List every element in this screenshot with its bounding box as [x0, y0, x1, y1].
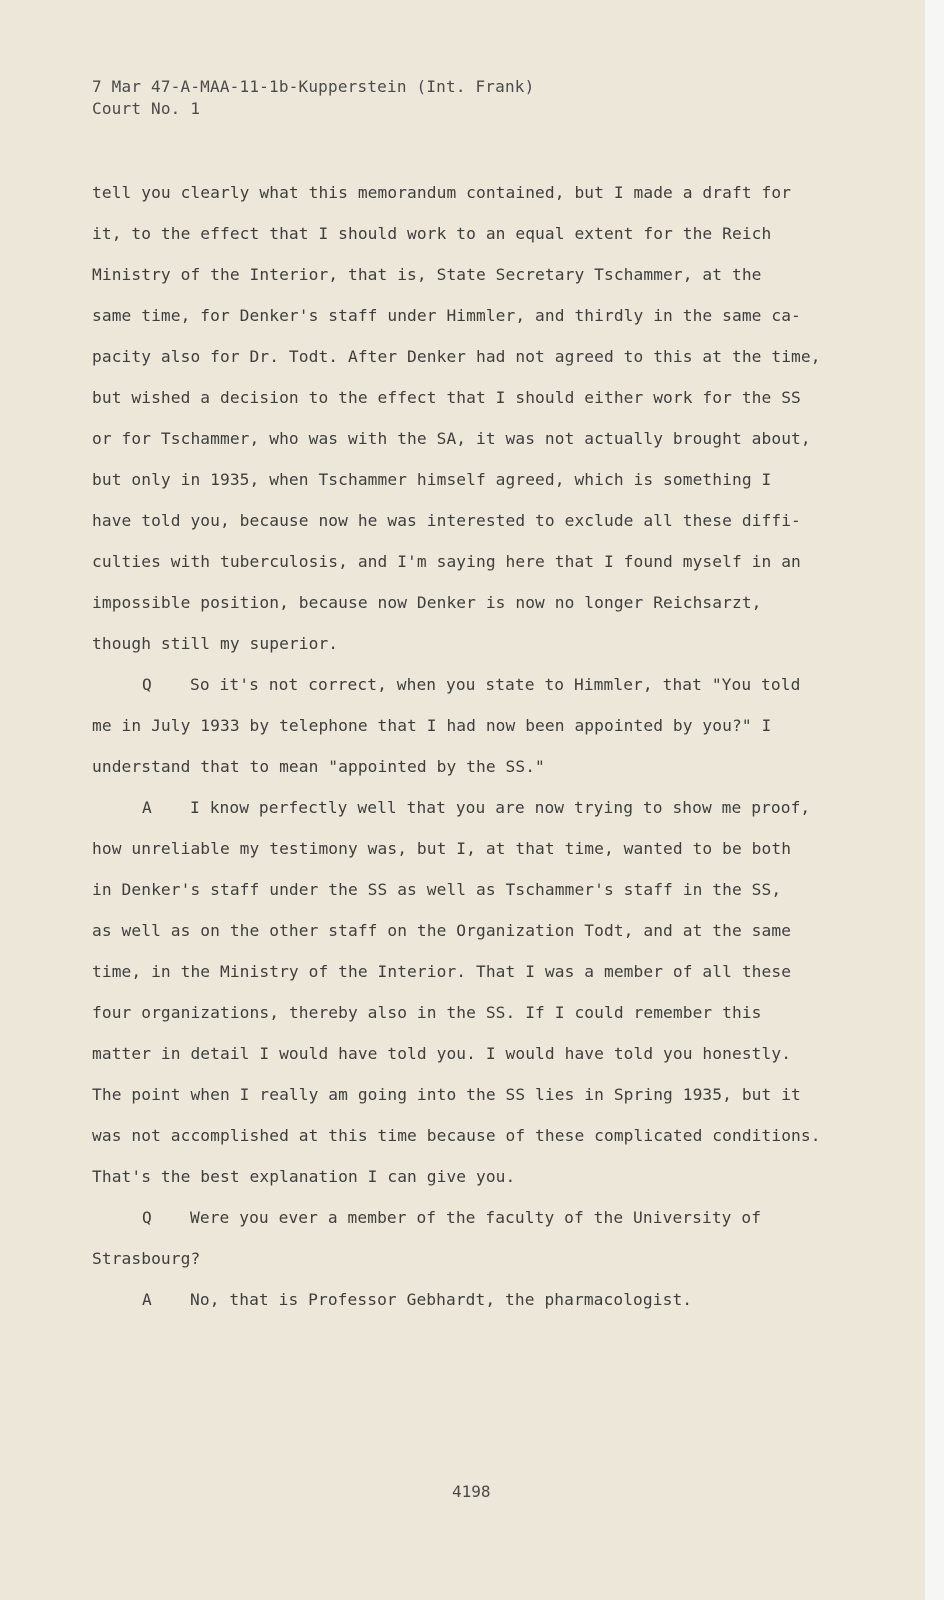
transcript-line	[92, 787, 852, 828]
transcript-line	[92, 746, 852, 787]
transcript-line	[92, 582, 852, 623]
question-marker: Q	[142, 675, 152, 694]
line-text: That's the best explanation I can give you.	[92, 1167, 516, 1186]
page-number: 4198	[452, 1482, 491, 1501]
transcript-line	[92, 869, 852, 910]
transcript-line	[92, 951, 852, 992]
line-text: time, in the Ministry of the Interior. That I was a member of all these	[92, 962, 792, 981]
header-reference: 7 Mar 47-A-MAA-11-1b-Kupperstein (Int. Frank)	[92, 77, 535, 96]
header-court: Court No. 1	[92, 99, 201, 118]
line-text: how unreliable my testimony was, but I, at that time, wanted to be both	[92, 839, 792, 858]
transcript-line	[92, 1074, 852, 1115]
line-text: Ministry of the Interior, that is, State Secretary Tschammer, at the	[92, 265, 762, 284]
transcript-line	[92, 254, 852, 295]
line-text: The point when I really am going into the SS lies in Spring 1935, but it	[92, 1085, 801, 1104]
line-text: matter in detail I would have told you. I would have told you honestly.	[92, 1044, 792, 1063]
line-text: have told you, because now he was interested to exclude all these diffi-	[92, 511, 801, 530]
answer-marker: A	[142, 1290, 152, 1309]
transcript-line	[92, 1279, 852, 1320]
transcript-line	[92, 623, 852, 664]
question-marker: Q	[142, 1208, 152, 1227]
line-text: I know perfectly well that you are now trying to show me proof,	[190, 798, 811, 817]
line-text: but only in 1935, when Tschammer himself agreed, which is something I	[92, 470, 772, 489]
transcript-line	[92, 664, 852, 705]
line-text: as well as on the other staff on the Organization Todt, and at the same	[92, 921, 792, 940]
line-text: Strasbourg?	[92, 1249, 201, 1268]
line-text: me in July 1933 by telephone that I had now been appointed by you?" I	[92, 716, 772, 735]
line-text: Were you ever a member of the faculty of the University of	[190, 1208, 762, 1227]
transcript-line	[92, 1156, 852, 1197]
transcript-line	[92, 295, 852, 336]
transcript-line	[92, 1115, 852, 1156]
transcript-line	[92, 1197, 852, 1238]
line-text: understand that to mean "appointed by the SS."	[92, 757, 545, 776]
transcript-line	[92, 828, 852, 869]
line-text: was not accomplished at this time because of these complicated conditions.	[92, 1126, 821, 1145]
transcript-line	[92, 992, 852, 1033]
line-text: tell you clearly what this memorandum contained, but I made a draft for	[92, 183, 792, 202]
transcript-line	[92, 705, 852, 746]
line-text: No, that is Professor Gebhardt, the pharmacologist.	[190, 1290, 693, 1309]
line-text: same time, for Denker's staff under Himmler, and thirdly in the same ca-	[92, 306, 801, 325]
document-header	[92, 76, 534, 120]
line-text: but wished a decision to the effect that I should either work for the SS	[92, 388, 801, 407]
line-text: though still my superior.	[92, 634, 339, 653]
transcript-line	[92, 336, 852, 377]
page-edge	[925, 0, 944, 1600]
transcript-line	[92, 418, 852, 459]
line-text: it, to the effect that I should work to an equal extent for the Reich	[92, 224, 772, 243]
transcript-line	[92, 910, 852, 951]
line-text: four organizations, thereby also in the SS. If I could remember this	[92, 1003, 762, 1022]
line-text: impossible position, because now Denker is now no longer Reichsarzt,	[92, 593, 762, 612]
transcript-line	[92, 500, 852, 541]
transcript-line	[92, 1238, 852, 1279]
transcript-line	[92, 377, 852, 418]
transcript-line	[92, 172, 852, 213]
line-text: So it's not correct, when you state to Himmler, that "You told	[190, 675, 801, 694]
line-text: culties with tuberculosis, and I'm saying here that I found myself in an	[92, 552, 801, 571]
transcript-line	[92, 459, 852, 500]
transcript-line	[92, 541, 852, 582]
transcript-line	[92, 1033, 852, 1074]
transcript-body	[92, 172, 852, 1320]
transcript-line	[92, 213, 852, 254]
answer-marker: A	[142, 798, 152, 817]
line-text: pacity also for Dr. Todt. After Denker had not agreed to this at the time,	[92, 347, 821, 366]
line-text: or for Tschammer, who was with the SA, it was not actually brought about,	[92, 429, 811, 448]
line-text: in Denker's staff under the SS as well as Tschammer's staff in the SS,	[92, 880, 782, 899]
